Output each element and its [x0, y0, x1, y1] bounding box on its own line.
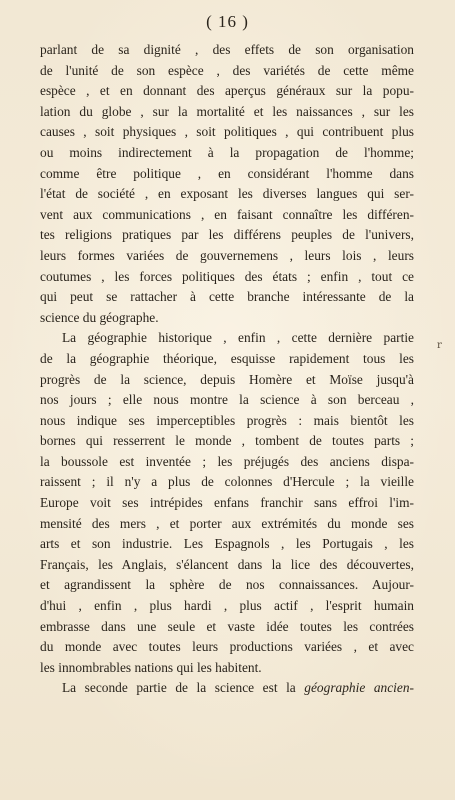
text-line: embrasse dans une seule et vaste idée toutes les contrées: [40, 618, 414, 634]
text-line: science du géographe.: [40, 309, 159, 325]
text-line: nous indique ses imperceptibles progrès : mais bientôt les: [40, 412, 414, 428]
text-line: ou moins indirectement à la propagation de l'homme;: [40, 144, 414, 160]
text-line: et agrandissent la sphère de nos connaissances. Aujour-: [40, 577, 414, 593]
text-line: de la géographie théorique, esquisse rapidement tous les: [40, 350, 414, 366]
text-line: espèce , et en donnant des aperçus généraux sur la popu-: [40, 83, 414, 99]
text-line: tes religions pratiques par les différens peuples de l'univers,: [40, 227, 414, 243]
text-line: raissent ; il n'y a plus de colonnes d'Hercule ; la vieille: [40, 474, 414, 490]
text-line: d'hui , enfin , plus hardi , plus actif , l'esprit humain: [40, 598, 414, 614]
text-line: lation du globe , sur la mortalité et les naissances , sur les: [40, 103, 414, 119]
text-line: parlant de sa dignité , des effets de son organisation: [40, 42, 414, 57]
text-line: La géographie historique , enfin , cette dernière partie: [62, 330, 414, 346]
margin-mark: r: [437, 340, 442, 351]
text-line: qui peut se rattacher à cette branche intéressante de la: [40, 289, 414, 305]
text-line: de l'unité de son espèce , des variétés de cette même: [40, 62, 414, 78]
text-line: arts et son industrie. Les Espagnols , les Portugais , les: [40, 536, 414, 552]
text-line-start: La seconde partie de la science est la: [62, 680, 296, 696]
text-line: nos jours ; elle nous montre la science à son berceau ,: [40, 392, 414, 408]
paragraph-3: [40, 678, 414, 699]
text-line: coutumes , les forces politiques des états ; enfin , tout ce: [40, 268, 414, 284]
text-line: leurs formes variées de gouvernemens , leurs lois , leurs: [40, 247, 414, 263]
text-line: bornes qui resserrent le monde , tombent de toutes parts ;: [40, 433, 414, 449]
page-number: ( 16 ): [206, 12, 249, 31]
italic-term: géographie ancien-: [304, 680, 414, 696]
text-line: l'état de société , en exposant les diverses langues qui ser-: [40, 186, 414, 202]
paragraph-2: [40, 328, 414, 678]
text-line: la boussole est inventée ; les préjugés des anciens dispa-: [40, 453, 414, 469]
text-line: causes , soit physiques , soit politiques , qui contribuent plus: [40, 124, 414, 140]
text-line: vent aux communications , en faisant connaître les différen-: [40, 206, 414, 222]
paragraph-1: [40, 40, 414, 328]
text-line: du monde avec toutes leurs productions variées , et avec: [40, 639, 414, 655]
text-line: mensité des mers , et porter aux extrémités du monde ses: [40, 515, 414, 531]
text-line: Français, les Anglais, s'élancent dans la lice des découvertes,: [40, 556, 414, 572]
text-line: [40, 678, 414, 699]
text-line: les innombrables nations qui les habitent.: [40, 659, 262, 675]
text-line: Europe voit ses intrépides enfans franchir sans effroi l'im-: [40, 495, 414, 511]
body-text: [40, 40, 414, 699]
text-line: progrès de la science, depuis Homère et Moïse jusqu'à: [40, 371, 414, 387]
text-line: comme être politique , en considérant l'homme dans: [40, 165, 414, 181]
